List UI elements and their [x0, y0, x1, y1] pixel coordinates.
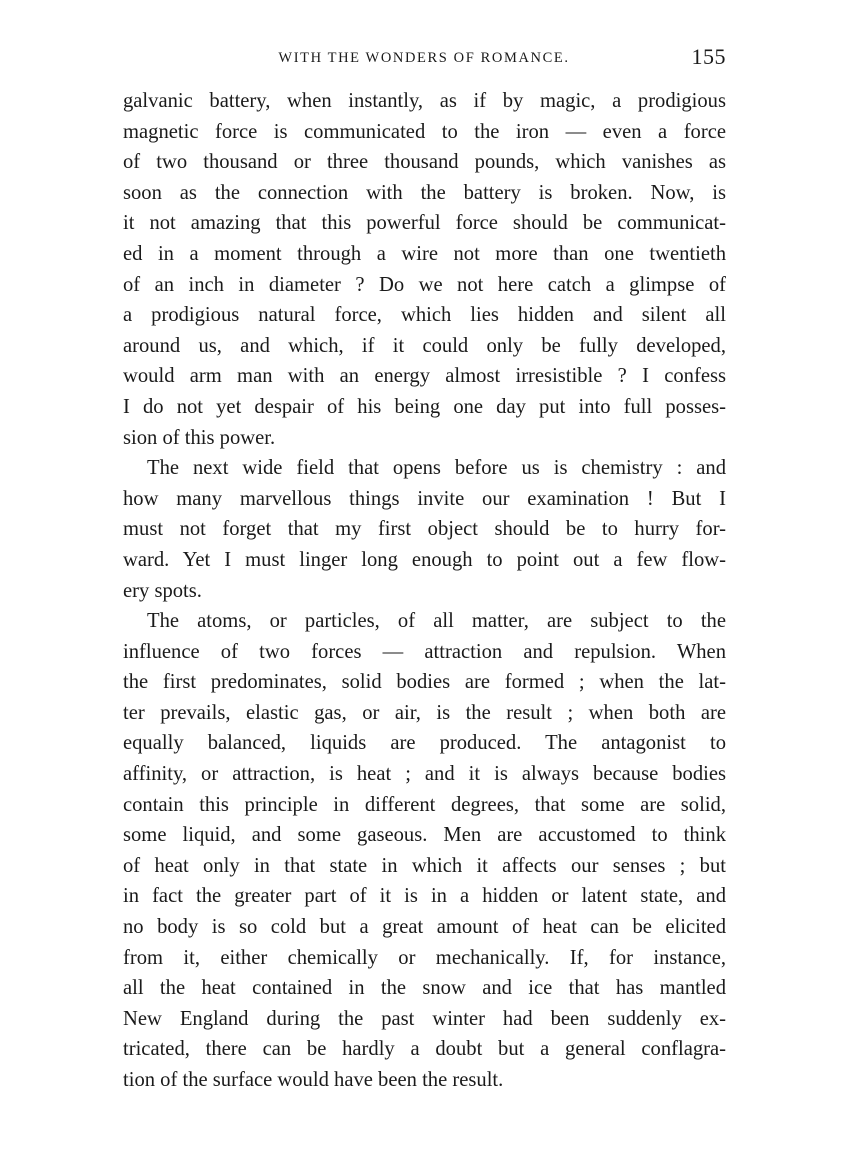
- text-line: ward. Yet I must linger long enough to point out a few flow-: [123, 548, 726, 571]
- text-line: tion of the surface would have been the result.: [123, 1069, 504, 1091]
- page-number: 155: [691, 44, 726, 69]
- text-line: some liquid, and some gaseous. Men are accustomed to think: [123, 824, 726, 847]
- text-line: it not amazing that this powerful force should be communicat-: [123, 212, 726, 235]
- text-line: of heat only in that state in which it affects our senses ; but: [123, 854, 726, 877]
- text-line: would arm man with an energy almost irresistible ? I confess: [123, 365, 726, 388]
- text-line: The next wide field that opens before us is chemistry : and: [147, 457, 726, 480]
- text-line: how many marvellous things invite our examination ! But I: [123, 487, 726, 510]
- text-line: influence of two forces — attraction and repulsion. When: [123, 640, 726, 663]
- paragraph: [123, 86, 726, 453]
- text-line: in fact the greater part of it is in a hidden or latent state, and: [123, 885, 726, 908]
- paragraph: [123, 606, 726, 1096]
- text-line: New England during the past winter had been suddenly ex-: [123, 1007, 726, 1030]
- running-head: [122, 44, 726, 74]
- text-line: ter prevails, elastic gas, or air, is the result ; when both are: [123, 701, 726, 724]
- text-line: the first predominates, solid bodies are formed ; when the lat-: [123, 671, 726, 694]
- text-line: sion of this power.: [123, 426, 276, 449]
- running-title: WITH THE WONDERS OF ROMANCE.: [278, 50, 570, 66]
- text-line: around us, and which, if it could only be fully developed,: [123, 334, 726, 357]
- text-line: tricated, there can be hardly a doubt but a general conflagra-: [123, 1038, 726, 1061]
- text-line: of two thousand or three thousand pounds, which vanishes as: [123, 151, 726, 174]
- text-line: galvanic battery, when instantly, as if by magic, a prodigious: [123, 90, 726, 112]
- text-line: equally balanced, liquids are produced. The antagonist to: [123, 732, 726, 755]
- text-line: a prodigious natural force, which lies hidden and silent all: [123, 304, 726, 327]
- text-line: soon as the connection with the battery is broken. Now, is: [123, 181, 726, 204]
- text-line: The atoms, or particles, of all matter, are subject to the: [147, 610, 726, 633]
- text-line: contain this principle in different degrees, that some are solid,: [123, 793, 726, 816]
- text-line: from it, either chemically or mechanically. If, for instance,: [123, 946, 726, 969]
- text-line: all the heat contained in the snow and ice that has mantled: [123, 977, 726, 1000]
- text-line: must not forget that my first object should be to hurry for-: [123, 518, 726, 541]
- text-line: ed in a moment through a wire not more than one twentieth: [123, 242, 726, 265]
- body-text: [123, 86, 726, 1096]
- text-line: I do not yet despair of his being one day put into full posses-: [123, 395, 726, 418]
- text-line: no body is so cold but a great amount of heat can be elicited: [123, 916, 726, 939]
- paragraph: [123, 453, 726, 606]
- text-line: magnetic force is communicated to the iron — even a force: [123, 120, 726, 143]
- text-line: ery spots.: [123, 579, 202, 602]
- text-line: affinity, or attraction, is heat ; and it is always because bodies: [123, 763, 726, 786]
- text-line: of an inch in diameter ? Do we not here catch a glimpse of: [123, 273, 726, 296]
